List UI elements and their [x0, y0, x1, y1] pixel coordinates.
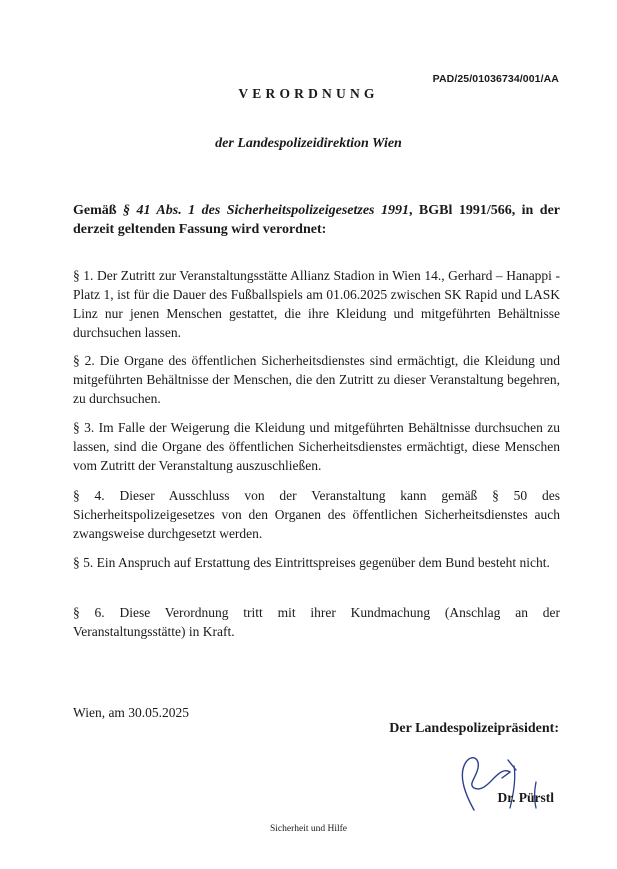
paragraph-6: § 6. Diese Verordnung tritt mit ihrer Kundmachung (Anschlag an der Veranstaltungsstätte) in Kraft. — [73, 605, 560, 639]
intro-suffix: , BGBl 1991/566, in der derzeit geltenden Fassung wird verordnet: — [73, 203, 561, 237]
paragraph-3: § 3. Im Falle der Weigerung die Kleidung und mitgeführten Behältnisse durchsuchen zu lassen, sind die Organe des öffentlichen Sicherheitsdienstes ermächtigt, diese Menschen vom Zutritt der Veranstaltung auszuschließen. — [73, 420, 560, 473]
paragraph-1: § 1. Der Zutritt zur Veranstaltungsstätte Allianz Stadion in Wien 14., Gerhard – Hanappi - Platz 1, ist für die Dauer des Fußballspiels am 01.06.2025 zwischen SK Rapid und LASK Linz nur jenen Menschen gestattet, die ihre Kleidung und mitgeführten Behältnisse durchsuchen lassen. — [73, 268, 560, 340]
signer-title: Der Landespolizeipräsident: — [389, 721, 559, 736]
footer-motto: Sicherheit und Hilfe — [269, 824, 348, 834]
signer-name: Dr. Pürstl — [497, 790, 554, 805]
place-and-date: Wien, am 30.05.2025 — [73, 705, 190, 720]
intro-prefix: Gemäß — [73, 203, 124, 218]
legal-basis-intro — [73, 201, 560, 239]
document-subtitle: der Landespolizeidirektion Wien — [215, 136, 402, 151]
reference-number: PAD/25/01036734/001/AA — [432, 73, 559, 85]
paragraph-2: § 2. Die Organe des öffentlichen Sicherheitsdienstes sind ermächtigt, die Kleidung und mitgeführten Behältnisse der Menschen, die den Zutritt zu dieser Veranstaltung begehren, zu durchsuchen. — [73, 353, 560, 406]
document-title: VERORDNUNG — [238, 86, 379, 101]
paragraph-4: § 4. Dieser Ausschluss von der Veranstaltung kann gemäß § 50 des Sicherheitspolizeigesetzes von den Organen des öffentlichen Sicherheitsdienstes auch zwangsweise durchgesetzt werden. — [73, 488, 560, 541]
intro-law-reference: § 41 Abs. 1 des Sicherheitspolizeigesetzes 1991 — [123, 203, 409, 218]
paragraph-5: § 5. Ein Anspruch auf Erstattung des Eintrittspreises gegenüber dem Bund besteht nicht. — [73, 555, 550, 570]
